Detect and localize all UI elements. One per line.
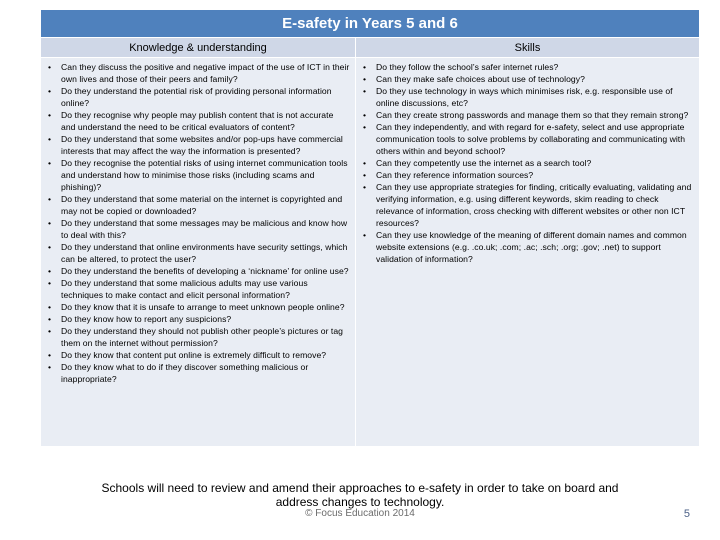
- skills-item: • Can they make safe choices about use of technology?: [363, 73, 694, 85]
- knowledge-cell: [41, 58, 356, 447]
- skills-item: • Can they create strong passwords and manage them so that they remain strong?: [363, 109, 694, 121]
- knowledge-item: • Do they know how to report any suspicions?: [48, 313, 350, 325]
- knowledge-item: • Do they understand that some websites and/or pop-ups have commercial interests that may affect the way the information is presented?: [48, 133, 350, 157]
- knowledge-list: [48, 61, 350, 385]
- knowledge-item: • Do they understand they should not publish other people’s pictures or tag them on the internet without permission?: [48, 325, 350, 349]
- knowledge-item: • Do they understand that some malicious adults may use various techniques to make contact and elicit personal information?: [48, 277, 350, 301]
- skills-list: [363, 61, 694, 265]
- footer-note: Schools will need to review and amend their approaches to e-safety in order to take on board and address changes to technology.: [101, 481, 619, 509]
- knowledge-item: • Do they know that it is unsafe to arrange to meet unknown people online?: [48, 301, 350, 313]
- skills-item: • Can they competently use the internet as a search tool?: [363, 157, 694, 169]
- knowledge-item: • Do they understand that some material on the internet is copyrighted and may not be copied or downloaded?: [48, 193, 350, 217]
- table-title: E-safety in Years 5 and 6: [41, 10, 700, 38]
- skills-item: • Can they reference information sources?: [363, 169, 694, 181]
- skills-item: • Can they use appropriate strategies for finding, critically evaluating, validating and verifying information, e.g. using different keywords, skim reading to check relevance of information, cross checking with different websites or other non ICT resources?: [363, 181, 694, 229]
- skills-column-header: Skills: [356, 38, 700, 58]
- knowledge-item: • Do they understand that some messages may be malicious and know how to deal with this?: [48, 217, 350, 241]
- knowledge-item: • Do they recognise why people may publish content that is not accurate and understand the need to be critical evaluators of content?: [48, 109, 350, 133]
- knowledge-item: • Do they recognise the potential risks of using internet communication tools and understand how to minimise those risks (including scams and phishing)?: [48, 157, 350, 193]
- knowledge-item: • Do they know what to do if they discover something malicious or inappropriate?: [48, 361, 350, 385]
- knowledge-item: • Can they discuss the positive and negative impact of the use of ICT in their own lives and those of their peers and family?: [48, 61, 350, 85]
- skills-cell: [356, 58, 700, 447]
- copyright-text: © Focus Education 2014: [305, 508, 415, 519]
- esafety-table: [40, 9, 700, 447]
- knowledge-item: • Do they understand the benefits of developing a ‘nickname’ for online use?: [48, 265, 350, 277]
- skills-item: • Do they follow the school’s safer internet rules?: [363, 61, 694, 73]
- skills-item: • Can they use knowledge of the meaning of different domain names and common website extensions (e.g. .co.uk; .com; .ac; .sch; .org; .gov; .net) to support validation of information?: [363, 229, 694, 265]
- knowledge-column-header: Knowledge & understanding: [41, 38, 356, 58]
- knowledge-item: • Do they understand the potential risk of providing personal information online?: [48, 85, 350, 109]
- skills-item: • Can they independently, and with regard for e-safety, select and use appropriate communication tools to solve problems by collaborating and communicating with others within and beyond school?: [363, 121, 694, 157]
- page-number: 5: [683, 508, 690, 520]
- knowledge-item: • Do they understand that online environments have security settings, which can be altered, to protect the user?: [48, 241, 350, 265]
- knowledge-item: • Do they know that content put online is extremely difficult to remove?: [48, 349, 350, 361]
- skills-item: • Do they use technology in ways which minimises risk, e.g. responsible use of online discussions, etc?: [363, 85, 694, 109]
